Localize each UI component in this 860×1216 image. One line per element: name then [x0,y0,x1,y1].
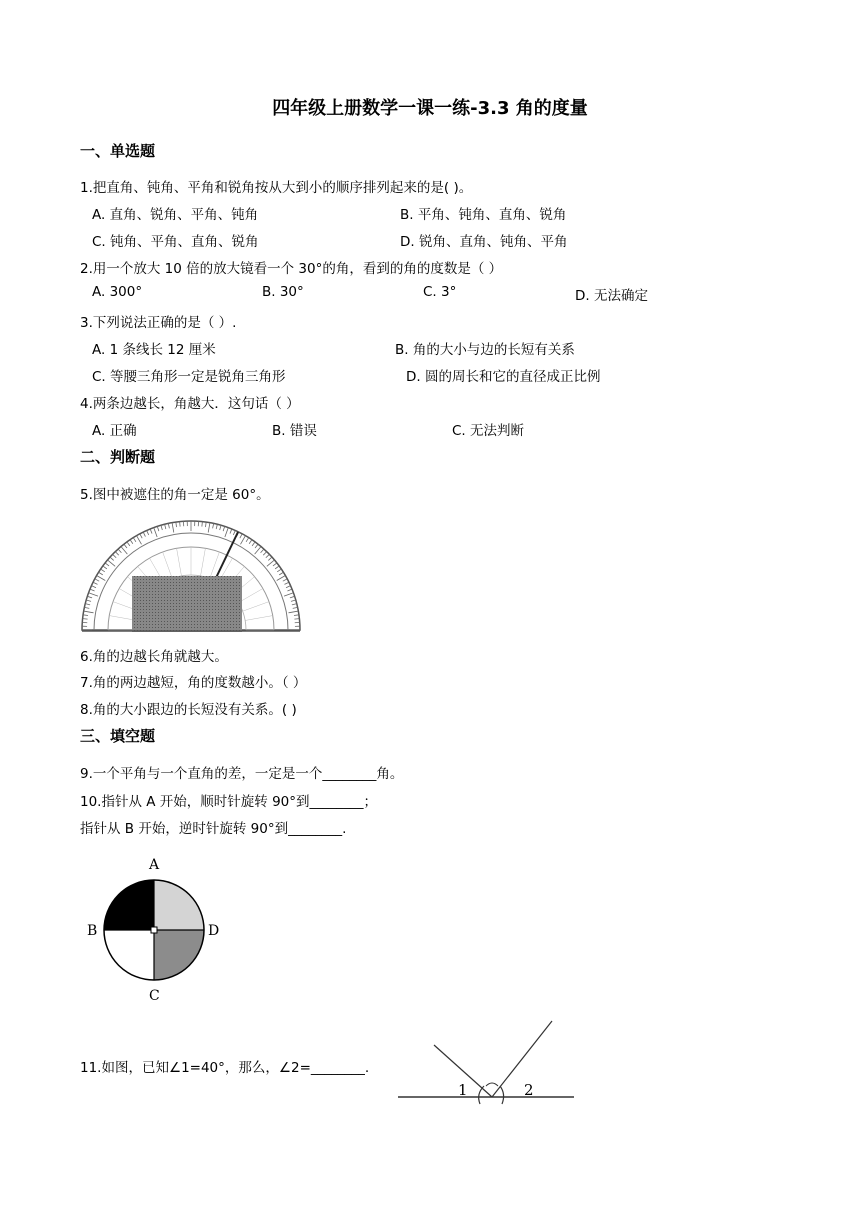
question-4: 4.两条边越长，角越大．这句话（ ） [80,396,300,412]
q2-option-c[interactable]: C. 3° [423,284,457,300]
protractor-tick [202,522,203,527]
question-2: 2.用一个放大 10 倍的放大镜看一个 30°的角，看到的角的度数是（ ） [80,261,503,277]
question-11: 11.如图，已知∠1=40°，那么，∠2=________. [80,1060,370,1076]
question-1: 1.把直角、钝角、平角和锐角按从大到小的顺序排列起来的是( )。 [80,180,473,196]
question-6: 6.角的边越长角就越大。 [80,649,228,665]
question-8: 8.角的大小跟边的长短没有关系。( ) [80,702,297,718]
page-title: 四年级上册数学一课一练-3.3 角的度量 [272,98,588,119]
angle-label-2: 2 [524,1081,534,1099]
angle-label-1: 1 [458,1081,468,1099]
protractor-tick [294,619,299,620]
section-heading-fill-blank: 三、填空题 [80,727,156,745]
q2-option-a[interactable]: A. 300° [92,284,143,300]
section-heading-single-choice: 一、单选题 [80,142,156,160]
rotation-dial-figure [84,852,224,1004]
section-heading-true-false: 二、判断题 [80,448,156,466]
q3-option-b[interactable]: B. 角的大小与边的长短有关系 [395,342,575,358]
question-10-line-2: 指针从 B 开始，逆时针旋转 90°到________. [80,821,347,837]
q1-option-a[interactable]: A. 直角、锐角、平角、钝角 [92,207,259,223]
protractor-tick [83,619,88,620]
q4-option-a[interactable]: A. 正确 [92,423,137,439]
question-7: 7.角的两边越短，角的度数越小。（ ） [80,675,307,691]
question-9: 9.一个平角与一个直角的差，一定是一个________角。 [80,766,404,782]
q4-option-c[interactable]: C. 无法判断 [452,423,525,439]
q2-option-d[interactable]: D. 无法确定 [575,288,648,304]
q1-option-c[interactable]: C. 钝角、平角、直角、锐角 [92,234,259,250]
angle-figure [396,1018,578,1108]
q4-option-b[interactable]: B. 错误 [272,423,317,439]
q1-option-d[interactable]: D. 锐角、直角、钝角、平角 [400,234,568,250]
dial-label-b: B [87,923,98,939]
q2-option-b[interactable]: B. 30° [262,284,304,300]
protractor-figure [80,510,302,634]
protractor-tick [180,522,181,527]
question-10-line-1: 10.指针从 A 开始，顺时针旋转 90°到________； [80,794,378,810]
q3-option-d[interactable]: D. 圆的周长和它的直径成正比例 [406,369,601,385]
q3-option-a[interactable]: A. 1 条线长 12 厘米 [92,342,216,358]
question-5: 5.图中被遮住的角一定是 60°。 [80,487,270,503]
dial-label-c: C [149,988,160,1004]
q3-option-c[interactable]: C. 等腰三角形一定是锐角三角形 [92,369,286,385]
question-3: 3.下列说法正确的是（ ）. [80,315,237,331]
q1-option-b[interactable]: B. 平角、钝角、直角、锐角 [400,207,567,223]
dial-label-d: D [208,923,220,939]
dial-label-a: A [149,857,160,873]
